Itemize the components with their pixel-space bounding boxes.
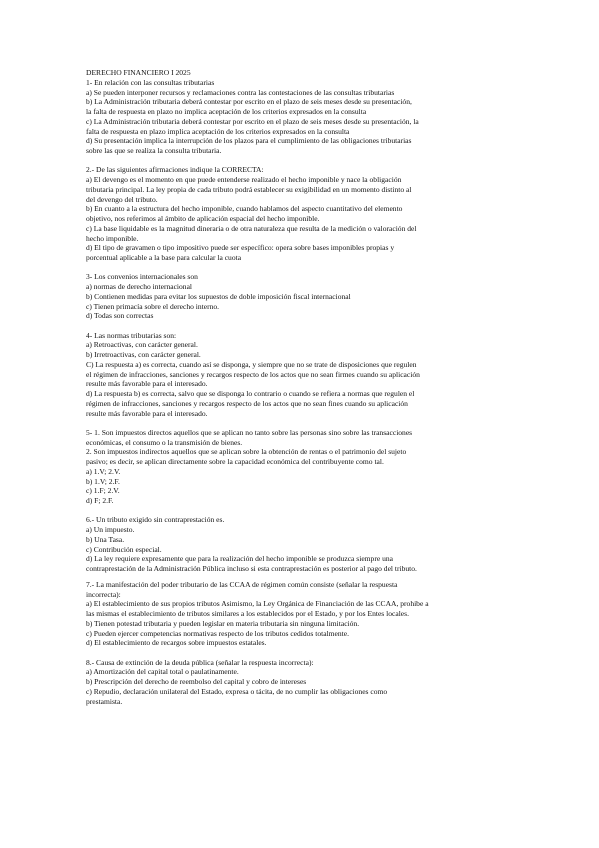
spacer: [86, 263, 522, 273]
answer-option-a: a) El devengo es el momento en que puede entenderse realizado el hecho imponible y nace la obligación: [86, 175, 402, 184]
answer-option-a: a) Amortización del capital total o paulatinamente.: [86, 667, 239, 677]
question-5: [86, 428, 522, 506]
question-3: [86, 272, 522, 321]
answer-option-b: b) Prescripción del derecho de reembolso del capital y cobro de intereses: [86, 677, 307, 686]
document-title: DERECHO FINANCIERO I 2025: [86, 68, 191, 77]
answer-option-c-cont: prestamista.: [86, 696, 123, 706]
question-prompt: 8.- Causa de extinción de la deuda pública (señalar la respuesta incorrecta):: [86, 657, 314, 667]
question-7: [86, 580, 522, 648]
answer-option-d-cont: régimen de infracciones, sanciones y recargos respecto de los actos que no sean fines cuando su aplicación: [86, 398, 408, 408]
spacer: [86, 418, 522, 428]
spacer: [86, 321, 522, 331]
answer-option-d-cont: sobre las que se realiza la consulta tributaria.: [86, 146, 222, 155]
answer-option-a-cont: tributaria principal. La ley propia de cada tributo podrá establecer su exigibilidad en un momento distinto al: [86, 184, 412, 194]
answer-option-c: c) 1.F; 2.V.: [86, 486, 120, 496]
answer-option-c: C) La respuesta a) es correcta, cuando así se disponga, y siempre que no se trate de disposiciones que regulen: [86, 359, 417, 369]
answer-option-d: d) La ley requiere expresamente que para la realización del hecho imponible se produzca siempre una: [86, 554, 393, 564]
question-prompt: 4- Las normas tributarias son:: [86, 330, 177, 340]
answer-option-a: a) Retroactivas, con carácter general.: [86, 340, 198, 350]
answer-option-c-cont: resulte más favorable para el interesado.: [86, 379, 208, 389]
answer-option-d-cont: porcentual aplicable a la base para calcular la cuota: [86, 253, 242, 262]
question-statement-1: 5- 1. Son impuestos directos aquellos que se aplican no tanto sobre las personas sino sobre las transacciones: [86, 427, 413, 437]
answer-option-d: d) La respuesta b) es correcta, salvo que se disponga lo contrario o cuando se refiera a normas que regulen el: [86, 389, 415, 398]
question-prompt: 1- En relación con las consultas tributarias: [86, 77, 215, 87]
answer-option-b-cont: objetivo, nos referimos al ámbito de aplicación espacial del hecho imponible.: [86, 214, 320, 223]
answer-option-a: a) normas de derecho internacional: [86, 282, 193, 291]
question-4: [86, 331, 522, 419]
question-statement-2: 2. Son impuestos indirectos aquellos que se aplican sobre la obtención de rentas o el patrimonio del sujeto: [86, 447, 407, 457]
answer-option-c: c) La base liquidable es la magnitud dineraria o de otra naturaleza que resulta de la medición o valoración del: [86, 223, 417, 233]
answer-option-a: a) Se pueden interponer recursos y reclamaciones contra las contestaciones de las consultas tributarias: [86, 87, 395, 97]
answer-option-d: d) El establecimiento de recargos sobre impuestos estatales.: [86, 638, 267, 648]
question-1: [86, 78, 522, 156]
question-prompt-cont: incorrecta):: [86, 589, 121, 599]
question-prompt: 7.- La manifestación del poder tributario de las CCAA de régimen común consiste (señalar la respuesta: [86, 579, 398, 589]
answer-option-d-cont: resulte más favorable para el interesado.: [86, 408, 208, 418]
answer-option-c-cont: hecho imponible.: [86, 233, 139, 243]
answer-option-a: a) El establecimiento de sus propios tributos Asimismo, la Ley Orgánica de Financiación de las CCAA, prohibe a: [86, 599, 429, 609]
question-8: [86, 658, 522, 707]
answer-option-d: d) F; 2.F.: [86, 496, 114, 505]
answer-option-d-cont: contraprestación de la Administración Pública incluso si esta contraprestación es posterior al pago del tributo.: [86, 564, 417, 573]
answer-option-b: b) La Administración tributaria deberá contestar por escrito en el plazo de seis meses desde su presentación,: [86, 97, 412, 107]
question-statement-1-cont: económicas, el consumo o la transmisión de bienes.: [86, 437, 243, 447]
answer-option-b: b) 1.V; 2.F.: [86, 476, 120, 486]
answer-option-b: b) Irretroactivas, con carácter general.: [86, 350, 201, 359]
answer-option-c: c) Repudio, declaración unilateral del Estado, expresa o tácita, de no cumplir las obligaciones como: [86, 686, 388, 696]
question-6: [86, 515, 522, 574]
exam-content: [86, 68, 522, 706]
spacer: [86, 156, 522, 166]
answer-option-b: b) Tienen potestad tributaria y pueden legislar en materia tributaria sin ninguna limitación.: [86, 618, 360, 628]
answer-option-c: c) La Administración tributaria deberá contestar por escrito en el plazo de seis meses desde su presentación, la: [86, 116, 419, 126]
answer-option-c: c) Contribución especial.: [86, 544, 162, 554]
answer-option-c-cont: falta de respuesta en plazo implica aceptación de los criterios expresados en la consulta: [86, 126, 350, 136]
spacer: [86, 648, 522, 658]
answer-option-b: b) Contienen medidas para evitar los supuestos de doble imposición fiscal internacional: [86, 291, 351, 301]
answer-option-a-cont: las mismas el establecimiento de tributos similares a los establecidos por el Estado, y por los Entes locales.: [86, 609, 409, 618]
question-statement-2-cont: pasivo; es decir, se aplican directamente sobre la capacidad económica del contribuyente como tal.: [86, 457, 384, 466]
answer-option-d: d) Su presentación implica la interrupción de los plazos para el cumplimiento de las obligaciones tributarias: [86, 136, 412, 146]
question-prompt: 3- Los convenios internacionales son: [86, 272, 198, 282]
answer-option-d: d) El tipo de gravamen o tipo impositivo puede ser específico: opera sobre bases imponibles propias y: [86, 243, 395, 253]
answer-option-a: a) 1.V; 2.V.: [86, 466, 121, 476]
answer-option-c: c) Pueden ejercer competencias normativas respecto de los tributos cedidos totalmente.: [86, 628, 349, 638]
question-prompt: 2.- De las siguientes afirmaciones indique la CORRECTA:: [86, 165, 264, 175]
answer-option-a-cont: del devengo del tributo.: [86, 194, 158, 204]
answer-option-d: d) Todas son correctas: [86, 311, 154, 321]
question-prompt: 6.- Un tributo exigido sin contraprestación es.: [86, 515, 225, 525]
answer-option-b-cont: la falta de respuesta en plazo no implica aceptación de los criterios expresados en la consulta: [86, 107, 367, 116]
answer-option-b: b) Una Tasa.: [86, 534, 125, 544]
answer-option-b: b) En cuanto a la estructura del hecho imponible, cuando hablamos del aspecto cuantitativo del elemento: [86, 204, 403, 214]
answer-option-c-cont: el régimen de infracciones, sanciones y recargos respecto de los actos que no sean firmes cuando su aplicación: [86, 369, 420, 379]
answer-option-c: c) Tienen primacía sobre el derecho interno.: [86, 301, 220, 311]
question-2: [86, 165, 522, 263]
spacer: [86, 506, 522, 516]
answer-option-a: a) Un impuesto.: [86, 525, 135, 534]
